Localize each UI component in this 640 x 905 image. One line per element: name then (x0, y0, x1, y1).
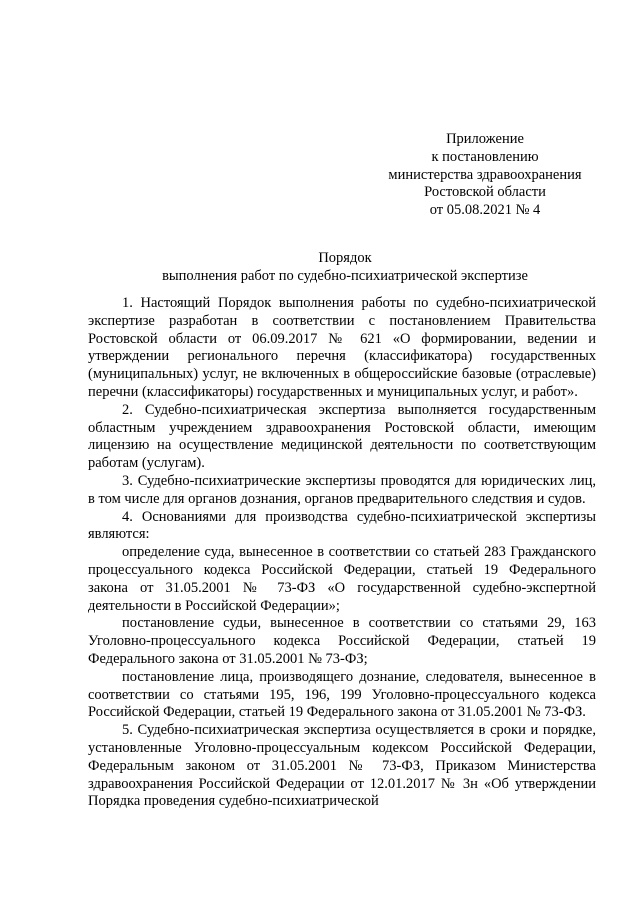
paragraph-4-investigator-order: постановление лица, производящего дознание, следователя, вынесенное в соответствии со статьями 195, 196, 199 Уголовно-процессуального кодекса Российской Федерации, статьей 19 Федерального закона от 31.05.2001 № 73-ФЗ. (88, 668, 596, 721)
title-word: Порядок (318, 250, 372, 266)
appendix-resolution: к постановлению (431, 148, 539, 165)
document-body (88, 295, 596, 811)
paragraph-2: 2. Судебно-психиатрическая экспертиза выполняется государственным областным учреждением здравоохранения Ростовской области, имеющим лицензию на осуществление медицинской деятельности по соответствующим работам (услугам). (88, 401, 596, 472)
paragraph-4-court-order: определение суда, вынесенное в соответствии со статьей 283 Гражданского процессуального кодекса Российской Федерации, статьей 19 Федерального закона от 31.05.2001 № 73-ФЗ «О государственной судебно-экспертной деятельности в Российской Федерации»; (88, 544, 596, 614)
appendix-date-number: от 05.08.2021 № 4 (429, 202, 541, 219)
paragraph-3: 3. Судебно-психиатрические экспертизы проводятся для юридических лиц, в том числе для органов дознания, органов предварительного следствия и судов. (88, 472, 596, 507)
document-title (60, 250, 630, 286)
appendix-header (360, 131, 610, 220)
title-subject: выполнения работ по судебно-психиатрической экспертизе (162, 267, 528, 284)
appendix-ministry: министерства здравоохранения (388, 166, 582, 183)
appendix-label: Приложение (446, 131, 524, 147)
paragraph-5: 5. Судебно-психиатрическая экспертиза осуществляется в сроки и порядке, установленные Уголовно-процессуальным кодексом Российской Федерации, Федеральным законом от 31.05.2001 № 73-ФЗ, Приказом Министерства здравоохранения Российской Федерации от 12.01.2017 № 3н «Об утверждении Порядка проведения судебно-психиатрической (88, 722, 596, 810)
paragraph-4: 4. Основаниями для производства судебно-психиатрической экспертизы являются: (88, 508, 596, 543)
paragraph-4-judge-order: постановление судьи, вынесенное в соответствии со статьями 29, 163 Уголовно-процессуального кодекса Российской Федерации, статьей 19 Федерального закона от 31.05.2001 № 73-ФЗ; (88, 615, 596, 667)
paragraph-1: 1. Настоящий Порядок выполнения работы по судебно-психиатрической экспертизе разработан в соответствии с постановлением Правительства Ростовской области от 06.09.2017 № 621 «О формировании, ведении и утверждении регионального перечня (классификатора) государственных (муниципальных) услуг, не включенных в общероссийские базовые (отраслевые) перечни (классификаторы) государственных и муниципальных услуг, и работ». (88, 295, 596, 400)
appendix-region: Ростовской области (424, 184, 546, 201)
